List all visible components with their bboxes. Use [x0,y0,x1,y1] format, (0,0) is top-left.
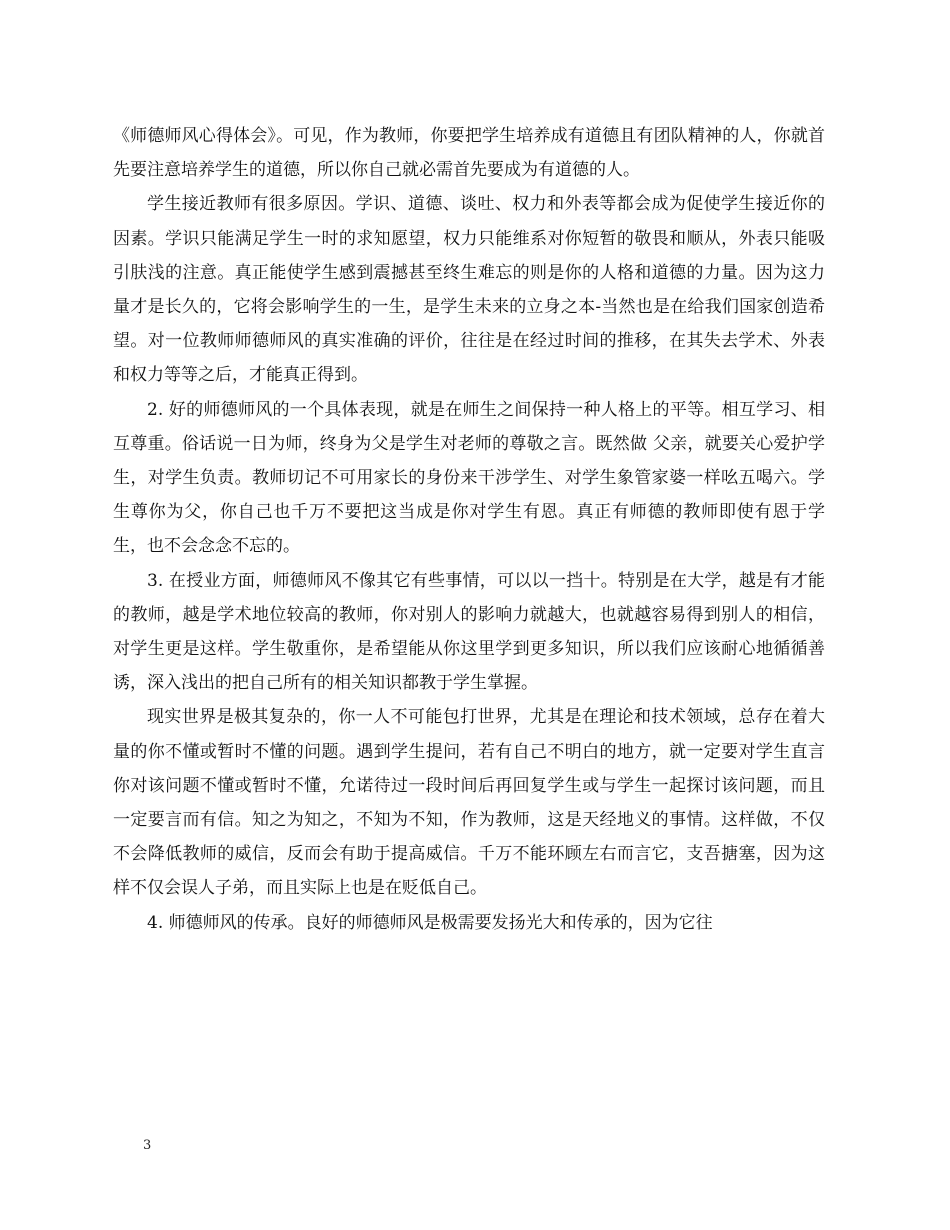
paragraph-5: 现实世界是极其复杂的，你一人不可能包打世界，尤其是在理论和技术领域，总存在着大量的你不懂或暂时不懂的问题。遇到学生提问，若有自己不明白的地方，就一定要对学生直言你对该问题不懂或暂时不懂，允诺待过一段时间后再回复学生或与学生一起探讨该问题，而且一定要言而有信。知之为知之，不知为不知，作为教师，这是天经地义的事情。这样做，不仅不会降低教师的威信，反而会有助于提高威信。千万不能环顾左右而言它，支吾搪塞，因为这样不仅会误人子弟，而且实际上也是在贬低自己。 [113,707,825,899]
paragraph-3: 2. 好的师德师风的一个具体表现，就是在师生之间保持一种人格上的平等。相互学习、相互尊重。俗话说一日为师，终身为父是学生对老师的尊敬之言。既然做 父亲，就要关心爱护学生，对学生负责。教师切记不可用家长的身份来干涉学生、对学生象管家婆一样吆五喝六。学生尊你为父，你自己也千万不要把这当成是你对学生有恩。真正有师德的教师即使有恩于学生，也不会念念不忘的。 [113,399,825,557]
page-number: 3 [143,1138,152,1153]
body-text [113,119,825,940]
paragraph-4: 3. 在授业方面，师德师风不像其它有些事情，可以以一挡十。特别是在大学，越是有才能的教师，越是学术地位较高的教师，你对别人的影响力就越大，也就越容易得到别人的相信，对学生更是这样。学生敬重你，是希望能从你这里学到更多知识，所以我们应该耐心地循循善诱，深入浅出的把自己所有的相关知识都教于学生掌握。 [113,570,825,694]
paragraph-2: 学生接近教师有很多原因。学识、道德、谈吐、权力和外表等都会成为促使学生接近你的因素。学识只能满足学生一时的求知愿望，权力只能维系对你短暂的敬畏和顺从，外表只能吸引肤浅的注意。真正能使学生感到震撼甚至终生难忘的则是你的人格和道德的力量。因为这力量才是长久的，它将会影响学生的一生，是学生未来的立身之本-当然也是在给我们国家创造希望。对一位教师师德师风的真实准确的评价，往往是在经过时间的推移，在其失去学术、外表和权力等等之后，才能真正得到。 [113,194,825,386]
paragraph-1: 《师德师风心得体会》。可见，作为教师，你要把学生培养成有道德且有团队精神的人，你就首先要注意培养学生的道德，所以你自己就必需首先要成为有道德的人。 [113,126,825,181]
paragraph-6: 4. 师德师风的传承。良好的师德师风是极需要发扬光大和传承的，因为它往 [147,912,713,933]
